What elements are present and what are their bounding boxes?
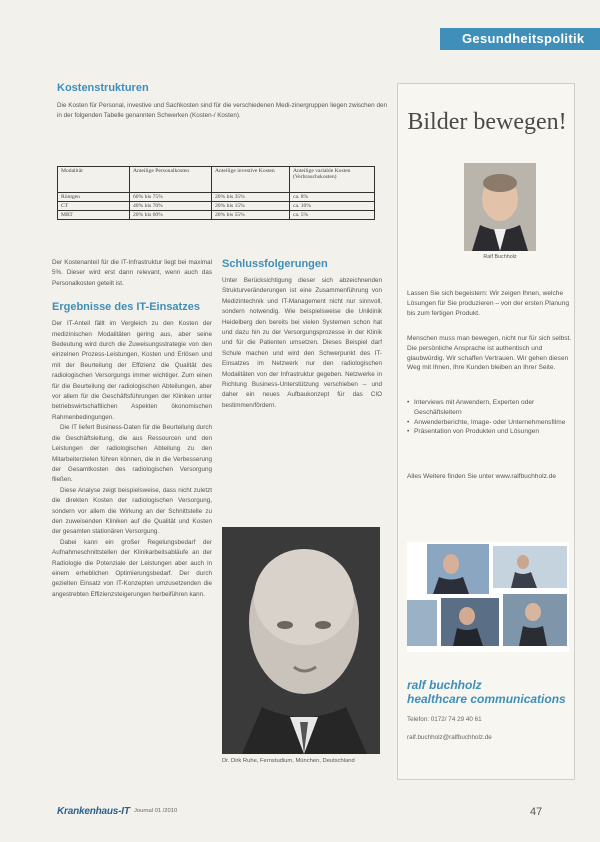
body-paragraph: Diese Analyse zeigt beispielsweise, dass nicht zuletzt die direkten Kosten der radiologischen Versorgung, sondern vor allem die Wirkung an der Schnittstelle zu den zuweisenden Kliniken auf die Qualität und Kosten der gesamten stationären Versorgung. <box>52 486 212 536</box>
table-cell: Röntgen <box>58 193 130 202</box>
table-header-row <box>58 167 375 193</box>
photo-caption: Dr. Dirk Ruhe, Fernstudium, München, Deutschland <box>222 758 355 764</box>
ad-intro: Lassen Sie sich begeistern: Wir zeigen Ihnen, welche Lösungen für Sie produzieren – von der ersten Planung bis zum fertigen Produkt. <box>407 290 570 317</box>
ad-photo-caption: Ralf Buchholz <box>483 254 517 260</box>
kosten-table <box>57 166 375 220</box>
table-header-cell: Modalität <box>58 167 130 193</box>
magazine-logo: Krankenhaus-IT <box>57 806 130 817</box>
kosten-heading: Kostenstrukturen <box>57 82 149 94</box>
body-paragraph: Die IT liefert Business-Daten für die Beurteilung durch die Geschäftsleitung, die aus Ressourcen und den Leistungen der radiologischen Abteilung zu den Mitarbeiterzielen führen können, die in die Verbesserung der Gesamtkosten des radiologischen Versorgung fließen. <box>52 424 212 484</box>
table-cell: 20% bis 35% <box>212 193 290 202</box>
table-cell: ca. 8% <box>290 193 375 202</box>
list-item: • Interviews mit Anwendern, Experten oder Geschäftsleitern <box>407 398 572 418</box>
author-photo <box>222 527 380 754</box>
ergebnisse-heading: Ergebnisse des IT-Einsatzes <box>52 301 200 314</box>
table-row <box>58 193 375 202</box>
advertisement <box>397 83 575 780</box>
table-header-cell: Anteilige variable Kosten (Verbrauchskosten) <box>290 167 375 193</box>
section-tab: Gesundheitspolitik <box>440 28 600 50</box>
photo-collage <box>407 542 569 652</box>
ad-portrait-photo <box>464 163 536 251</box>
article-column-left <box>52 258 212 600</box>
col1-intro: Der Kostenanteil für die IT-Infrastruktur liegt bei maximal 5%. Dieser wird erst dann relevant, wenn auch das Personalkosten geteilt ist. <box>52 259 212 287</box>
table-cell: 20% bis 60% <box>130 211 212 220</box>
article-column-middle <box>222 258 382 411</box>
table-header-cell: Anteilige Personalkosten <box>130 167 212 193</box>
kosten-intro: Die Kosten für Personal, investive und Sachkosten sind für die verschiedenen Medi-zinergruppen liegen zwischen den in der folgenden Tabelle genannten Schwerken (Kosten-/ Kosten). <box>57 102 387 120</box>
ad-phone: Telefon: 0172/ 74 29 40 61 <box>407 716 482 723</box>
table-cell: ca. 10% <box>290 202 375 211</box>
ad-outro: Alles Weitere finden Sie unter www.ralfbuchholz.de <box>407 473 557 480</box>
table-cell: 60% bis 75% <box>130 193 212 202</box>
table-header-cell: Anteilige investive Kosten <box>212 167 290 193</box>
ad-brand-tagline: healthcare communications <box>407 692 566 706</box>
list-item: • Präsentation von Produkten und Lösungen <box>407 427 572 437</box>
ad-brand-name: ralf buchholz <box>407 678 482 692</box>
ad-email: ralf.buchholz@ralfbuchholz.de <box>407 734 492 741</box>
table-row <box>58 211 375 220</box>
portrait-illustration <box>222 527 380 754</box>
ad-portrait-illustration <box>464 163 536 251</box>
issue-label: Journal 01 /2010 <box>134 808 178 814</box>
table-cell: 20% bis 15% <box>212 202 290 211</box>
ad-title: Bilder bewegen! <box>407 109 567 135</box>
body-paragraph: Der IT-Anteil fällt im Vergleich zu den Kosten der medizinischen Modalitäten gering aus, aber seine Bedeutung wird durch die Zuweisungsstrategie von den einzelnen Prozess-Leistungen, Kosten und Erlösen und mit der Beurteilung der Effizienz die Qualität des radiologischen Versorgungs immer wichtiger. Zum einen für die Beurteilung der radiologischen Abteilungen, aber vor allem für die Geschäftsführungen der Kliniken unter betriebswirtschaftlichen Aspekten ökonomischen Rahmenbedingungen. <box>52 320 212 421</box>
table-cell: CT <box>58 202 130 211</box>
ad-paragraph: Menschen muss man bewegen, nicht nur für sich selbst. Die persönliche Ansprache ist authentisch und glaubwürdig. Wir schaffen Vertrauen. Wir gehen diesen Weg mit Ihnen, Ihre Kunden bleiben an Ihrer Seite. <box>407 335 572 372</box>
table-cell: MRT <box>58 211 130 220</box>
table-row <box>58 202 375 211</box>
table-cell: ca. 5% <box>290 211 375 220</box>
collage-illustration <box>407 542 569 652</box>
list-item: • Anwenderberichte, Image- oder Unternehmensfilme <box>407 418 572 428</box>
body-paragraph: Unter Berücksichtigung dieser sich abzeichnenden Strukturveränderungen ist eine Zusammenführung von Medizintechnik und IT-Management nicht nur sinnvoll, sondern notwendig. Wie beispielsweise die Uniklinik Heidelberg den bereits bei vielen Systemen schon hat und dazu hin zu der Versorgungsprozesse in der Klinik und für die Patienten umsetzen. Dieses Beispiel darf Schule machen und wird den Schwerpunkt des IT-Einsatzes im Netzwerk nur den radiologischen Modalitäten von der Infrastruktur gegeben. Netzwerke in Richtung Business-Unterstützung verschieben – und daher ein neues Aufbaukonzept für das CIO bestimmen/fördern. <box>222 277 382 409</box>
table-cell: 40% bis 70% <box>130 202 212 211</box>
body-paragraph: Dabei kann ein großer Regelungsbedarf der Aufnahmeschnittstellen der Klinikarbeitsabläufe an der Radiologie die Potenziale der Leistungen aber auch in einem erheblichen Optimierungsbedarf. Der durch gezielten Einsatz von IT-Konzepten umzusetzenden die angestrebten Effizienzsteigerungen herbeiführen kann. <box>52 538 212 598</box>
table-cell: 20% bis 55% <box>212 211 290 220</box>
ad-bullet-list <box>407 398 572 437</box>
schluss-heading: Schlussfolgerungen <box>222 258 328 270</box>
page-number: 47 <box>530 806 543 818</box>
